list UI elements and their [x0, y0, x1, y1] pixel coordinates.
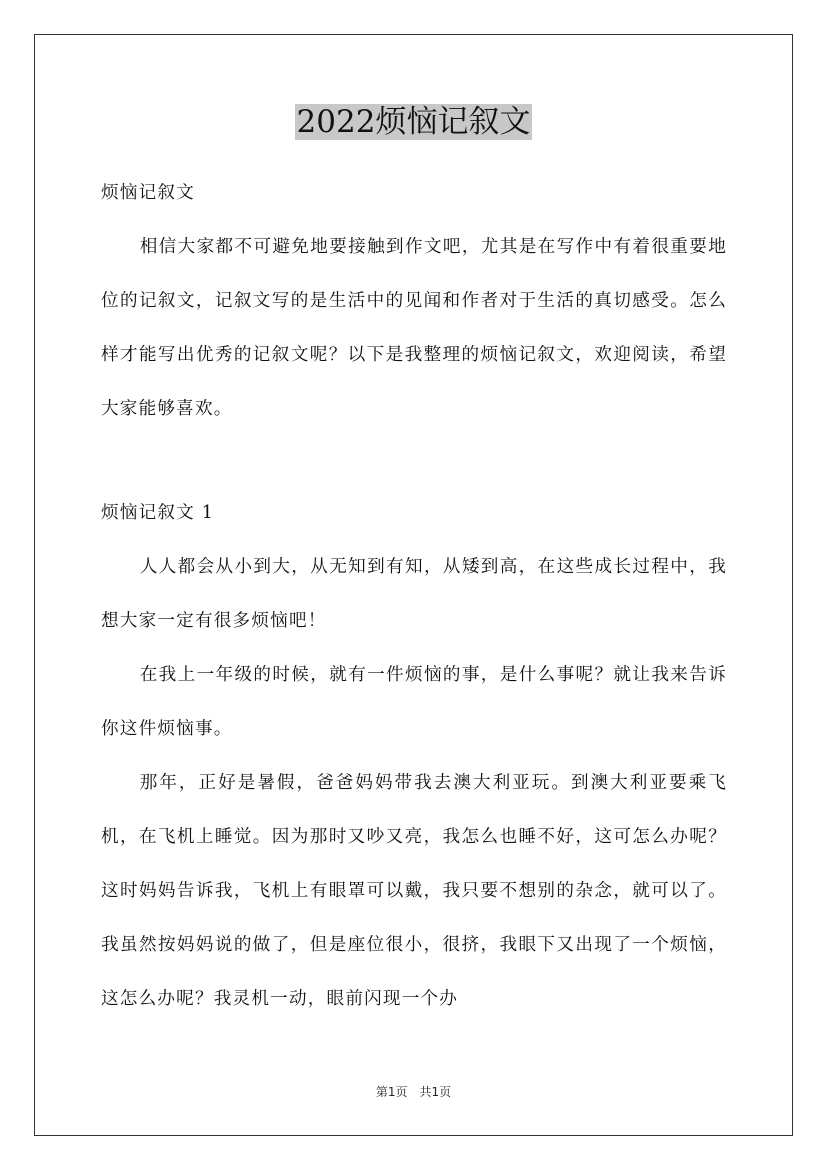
intro-heading: 烦恼记叙文	[101, 183, 195, 203]
document-title-text: 2022烦恼记叙文	[296, 104, 531, 140]
section-spacer	[101, 436, 727, 486]
page-footer: 第1页 共1页	[375, 1085, 452, 1099]
body-paragraph-2: 在我上一年级的时候，就有一件烦恼的事，是什么事呢？就让我来告诉你这件烦恼事。	[101, 665, 727, 739]
section-heading: 烦恼记叙文 1	[101, 503, 215, 523]
document-body	[101, 166, 727, 1026]
body-paragraph-1: 人人都会从小到大，从无知到有知，从矮到高，在这些成长过程中，我想大家一定有很多烦恼吧！	[101, 557, 727, 631]
body-paragraph-3: 那年，正好是暑假，爸爸妈妈带我去澳大利亚玩。到澳大利亚要乘飞机，在飞机上睡觉。因为那时又吵又亮，我怎么也睡不好，这可怎么办呢？这时妈妈告诉我，飞机上有眼罩可以戴，我只要不想别的杂念，就可以了。我虽然按妈妈说的做了，但是座位很小，很挤，我眼下又出现了一个烦恼，这怎么办呢？我灵机一动，眼前闪现一个办	[101, 773, 727, 1009]
document-title	[0, 100, 827, 144]
intro-paragraph: 相信大家都不可避免地要接触到作文吧，尤其是在写作中有着很重要地位的记叙文，记叙文写的是生活中的见闻和作者对于生活的真切感受。怎么样才能写出优秀的记叙文呢？以下是我整理的烦恼记叙文，欢迎阅读，希望大家能够喜欢。	[101, 237, 727, 419]
